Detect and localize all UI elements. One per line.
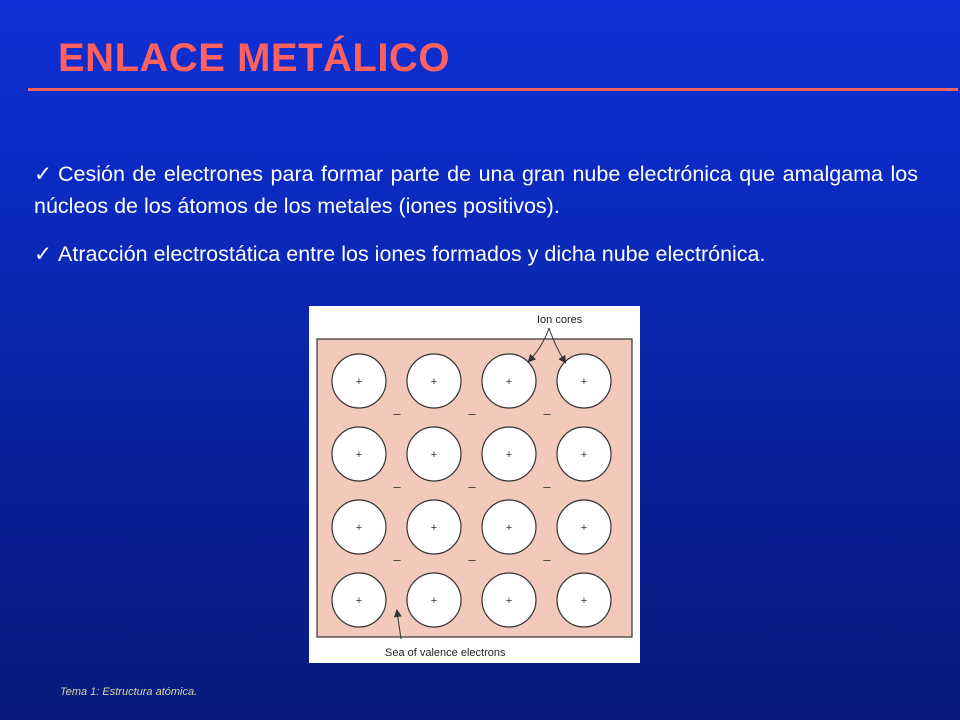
ion-charge-label: + (505, 449, 513, 461)
valence-electron: – (468, 479, 476, 494)
ion-core (332, 500, 386, 554)
title-underline (28, 88, 958, 91)
bullet-text: Cesión de electrones para formar parte de una gran nube electrónica que amalgama los núcleos de los átomos de los metales (iones positivos). (34, 162, 918, 218)
checkmark-icon: ✓ (34, 242, 53, 266)
valence-electron: – (393, 406, 401, 421)
ion-charge-label: + (505, 595, 513, 607)
ion-charge-label: + (430, 522, 438, 534)
bullet-list (34, 158, 918, 286)
sea-of-electrons-label: Sea of valence electrons (385, 647, 506, 659)
valence-electron: – (393, 552, 401, 567)
ion-charge-label: + (355, 449, 363, 461)
ion-charge-label: + (505, 522, 513, 534)
valence-electron: – (468, 406, 476, 421)
ion-charge-label: + (580, 449, 588, 461)
ion-charge-label: + (430, 595, 438, 607)
bullet-text: Atracción electrostática entre los iones formados y dicha nube electrónica. (58, 242, 766, 266)
ion-core (332, 354, 386, 408)
diagram-svg (309, 306, 640, 663)
ion-charge-label: + (355, 595, 363, 607)
ion-charge-label: + (580, 376, 588, 388)
ion-core (557, 573, 611, 627)
ion-core (482, 354, 536, 408)
ion-core (482, 500, 536, 554)
ion-core (332, 427, 386, 481)
bullet-item (34, 238, 918, 270)
ion-charge-label: + (580, 595, 588, 607)
ion-charge-label: + (355, 376, 363, 388)
ion-charge-label: + (430, 376, 438, 388)
ion-core (557, 427, 611, 481)
valence-electron: – (468, 552, 476, 567)
ion-core (557, 354, 611, 408)
ion-charge-label: + (580, 522, 588, 534)
ion-core (557, 500, 611, 554)
footer-text: Tema 1: Estructura atómica. (60, 686, 198, 698)
valence-electron: – (393, 479, 401, 494)
metallic-bond-diagram (309, 306, 640, 663)
slide-title: ENLACE METÁLICO (58, 36, 450, 80)
ion-charge-label: + (355, 522, 363, 534)
ion-core (332, 573, 386, 627)
ion-core (407, 500, 461, 554)
bullet-item (34, 158, 918, 222)
valence-electron: – (543, 479, 551, 494)
ion-cores-label: Ion cores (537, 314, 583, 326)
ion-core (482, 427, 536, 481)
valence-electron: – (543, 552, 551, 567)
checkmark-icon: ✓ (34, 162, 53, 186)
ion-core (407, 354, 461, 408)
ion-charge-label: + (505, 376, 513, 388)
ion-core (482, 573, 536, 627)
ion-core (407, 573, 461, 627)
valence-electron: – (543, 406, 551, 421)
ion-charge-label: + (430, 449, 438, 461)
ion-core (407, 427, 461, 481)
